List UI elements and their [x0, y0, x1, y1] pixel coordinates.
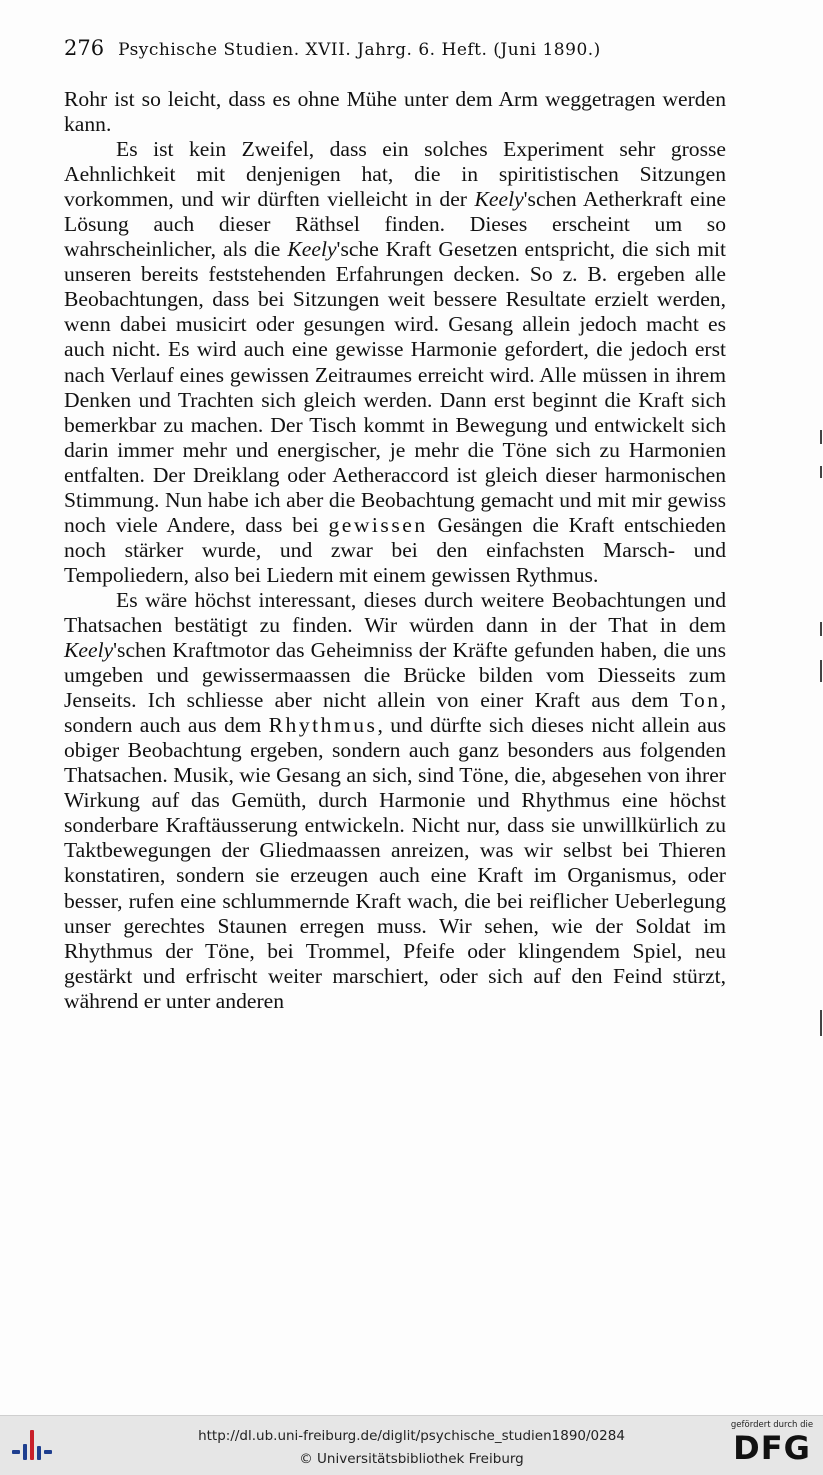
- permalink-url[interactable]: http://dl.ub.uni-freiburg.de/diglit/psychische_studien1890/0284: [198, 1428, 625, 1444]
- paragraph-1: Rohr ist so leicht, dass es ohne Mühe unter dem Arm weggetragen werden kann.: [64, 87, 726, 137]
- viewer-footer: [0, 1415, 823, 1475]
- text-run: 'schen Kraftmotor das Geheimniss der Kräfte gefunden haben, die uns umgeben und gewissermaassen die Brücke bilden vom Diesseits zum Jenseits. Ich schliesse aber nicht allein von einer Kraft aus dem: [64, 638, 726, 713]
- text-run: 'sche Kraft Gesetzen entspricht, die sich mit unseren bereits feststehenden Erfahrungen decken. So z. B. ergeben alle Beobachtungen, dass bei Sitzungen weit bessere Resultate erzielt werden, wenn dabei musicirt oder gesungen wird. Gesang allein jedoch macht es auch nicht. Es wird auch eine gewisse Harmonie gefordert, die jedoch erst nach Verlauf eines gewissen Zeitraumes erreicht wird. Alle müssen in ihrem Denken und Trachten sich gleich werden. Dann erst beginnt die Kraft sich bemerkbar zu machen. Der Tisch kommt in Bewegung und entwickelt sich darin immer mehr und energischer, je mehr die Töne sich zu Harmonien entfalten. Der Dreiklang oder Aetheraccord ist gleich dieser harmonischen Stimmung. Nun habe ich aber die Beobachtung gemacht und mit mir gewiss noch viele Andere, dass bei: [64, 237, 726, 537]
- dfg-logo-text: DFG: [733, 1429, 811, 1467]
- running-title: Psychische Studien. XVII. Jahrg. 6. Heft. (Juni 1890.): [118, 40, 601, 60]
- dfg-logo: [729, 1420, 815, 1472]
- spaced-emphasis: gewissen: [328, 512, 428, 537]
- page-number: 276: [64, 36, 105, 60]
- italic-name: Keely: [64, 638, 114, 663]
- spaced-emphasis: Rhythmus: [268, 713, 378, 738]
- copyright-notice: © Universitätsbibliothek Freiburg: [299, 1451, 524, 1467]
- margin-marks: [819, 430, 823, 1070]
- italic-name: Keely: [287, 237, 337, 262]
- text-run: Es ist kein Zweifel, dass ein solches Experiment sehr grosse Aehnlichkeit mit denjenigen hat, die in spiritistischen Sitzungen vorkommen, und wir dürften vielleicht in der: [64, 137, 726, 212]
- paragraph-3: [64, 588, 726, 1014]
- text-run: Gesängen die Kraft entschieden noch stärker wurde, und zwar bei den einfachsten Marsch- und Tempoliedern, also bei Liedern mit einem gewissen Rythmus.: [64, 512, 726, 587]
- text-run: , sondern auch aus dem: [64, 688, 726, 738]
- spaced-emphasis: Ton: [679, 688, 721, 713]
- dfg-tagline: gefördert durch die: [730, 1420, 814, 1430]
- text-run: 'schen Aetherkraft eine Lösung auch dieser Räthsel finden. Dieses erscheint um so wahrscheinlicher, als die: [64, 187, 726, 262]
- running-header: [64, 36, 724, 60]
- text-run: Es wäre höchst interessant, dieses durch weitere Beobachtungen und Thatsachen bestätigt zu finden. Wir würden dann in der That in dem: [64, 587, 726, 637]
- paragraph-2: [64, 137, 726, 588]
- italic-name: Keely: [474, 187, 524, 212]
- text-run: , und dürfte sich dieses nicht allein aus obiger Beobachtung ergeben, sondern auch ganz besonders aus folgenden Thatsachen. Musik, wie Gesang an sich, sind Töne, die, abgesehen von ihrer Wirkung auf das Gemüth, durch Harmonie und Rhythmus eine höchst sonderbare Kraftäusserung entwickeln. Nicht nur, dass sie unwillkürlich zu Taktbewegungen der Gliedmaassen anreizen, was wir selbst bei Thieren konstatiren, sondern sie erzeugen auch eine Kraft im Organismus, oder besser, rufen eine schlummernde Kraft wach, die bei reiflicher Ueberlegung unser gerechtes Staunen erregen muss. Wir sehen, wie der Soldat im Rhythmus der Töne, bei Trommel, Pfeife oder klingendem Spiel, neu gestärkt und erfrischt weiter marschiert, oder sich auf den Feind stürzt, während er unter anderen: [64, 713, 727, 1013]
- body-text: [64, 87, 726, 1014]
